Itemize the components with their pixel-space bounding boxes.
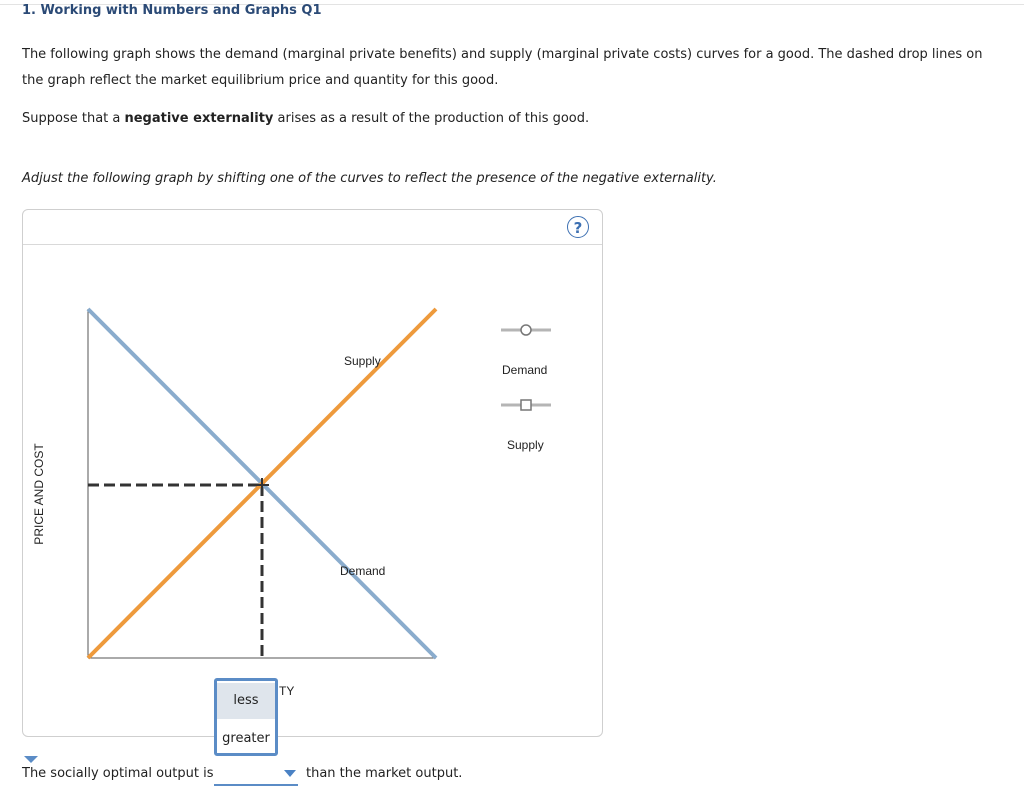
demand-curve-label: Demand (340, 564, 386, 578)
supply-curve-label: Supply (344, 354, 381, 368)
popup-pointer-icon (24, 756, 38, 763)
y-axis-label: PRICE AND COST (32, 443, 46, 545)
externality-term: negative externality (124, 111, 274, 126)
externality-text-after: arises as a result of the production of this good. (273, 111, 590, 126)
x-axis-label: TY (279, 684, 295, 698)
externality-paragraph (22, 106, 589, 132)
externality-text-before: Suppose that a (22, 111, 125, 126)
chevron-down-icon (284, 770, 296, 777)
answer-dropdown[interactable] (214, 762, 298, 786)
intro-paragraph: The following graph shows the demand (marginal private benefits) and supply (marginal private costs) curves for a good. The dashed drop lines on the graph reflect the market equilibrium price and quantity for this good. (22, 47, 983, 88)
circle-icon (499, 322, 553, 338)
graph-panel (22, 209, 603, 737)
legend-supply-label: Supply (507, 438, 544, 452)
question-title: 1. Working with Numbers and Graphs Q1 (22, 3, 322, 18)
answer-options-popup (214, 678, 278, 756)
graph-instruction: Adjust the following graph by shifting one of the curves to reflect the presence of the negative externality. (22, 171, 717, 186)
option-greater[interactable]: greater (222, 731, 270, 746)
help-icon[interactable]: ? (567, 216, 589, 238)
answer-suffix: than the market output. (306, 766, 463, 781)
supply-demand-graph (23, 210, 602, 736)
option-less[interactable]: less (217, 683, 275, 719)
legend-demand-tool[interactable] (499, 322, 553, 342)
legend-supply-tool[interactable] (499, 397, 553, 417)
answer-prefix: The socially optimal output is (22, 766, 214, 781)
legend-demand-label: Demand (502, 363, 548, 377)
square-icon (499, 397, 553, 413)
